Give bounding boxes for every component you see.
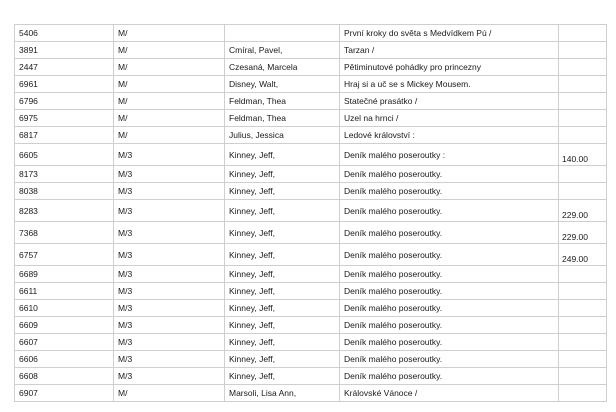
signature-cell: M/3 [114,300,225,317]
author-cell: Disney, Walt, [225,76,340,93]
code-cell: 8173 [15,166,114,183]
code-cell: 6689 [15,266,114,283]
title-cell: Deník malého poseroutky. [340,300,559,317]
price-cell [559,110,607,127]
signature-cell: M/3 [114,351,225,368]
table-row [15,166,607,183]
code-cell: 6605 [15,144,114,166]
signature-cell: M/ [114,93,225,110]
book-inventory-table [14,24,607,402]
title-cell: Deník malého poseroutky. [340,200,559,222]
code-cell: 6608 [15,368,114,385]
code-cell: 6961 [15,76,114,93]
code-cell: 3891 [15,42,114,59]
author-cell [225,25,340,42]
price-cell [559,300,607,317]
table-row [15,76,607,93]
price-cell [559,351,607,368]
signature-cell: M/ [114,76,225,93]
table-row [15,351,607,368]
signature-cell: M/3 [114,317,225,334]
code-cell: 6817 [15,127,114,144]
signature-cell: M/ [114,25,225,42]
signature-cell: M/ [114,42,225,59]
code-cell: 6609 [15,317,114,334]
price-cell [559,166,607,183]
author-cell: Marsoli, Lisa Ann, [225,385,340,402]
table-row [15,127,607,144]
signature-cell: M/3 [114,222,225,244]
author-cell: Kinney, Jeff, [225,334,340,351]
table-row [15,42,607,59]
title-cell: Ledové království : [340,127,559,144]
price-cell [559,385,607,402]
price-cell [559,183,607,200]
code-cell: 8038 [15,183,114,200]
title-cell: Uzel na hrnci / [340,110,559,127]
table-row [15,244,607,266]
author-cell: Czesaná, Marcela [225,59,340,76]
title-cell: První kroky do světa s Medvídkem Pú / [340,25,559,42]
price-cell [559,59,607,76]
author-cell: Kinney, Jeff, [225,183,340,200]
title-cell: Deník malého poseroutky. [340,244,559,266]
code-cell: 5406 [15,25,114,42]
author-cell: Kinney, Jeff, [225,317,340,334]
table-row [15,93,607,110]
table-row [15,144,607,166]
price-cell: 229.00 [559,200,607,222]
table-row [15,385,607,402]
author-cell: Kinney, Jeff, [225,222,340,244]
price-cell [559,283,607,300]
code-cell: 6796 [15,93,114,110]
title-cell: Královské Vánoce / [340,385,559,402]
author-cell: Kinney, Jeff, [225,283,340,300]
signature-cell: M/3 [114,200,225,222]
price-cell [559,42,607,59]
title-cell: Deník malého poseroutky. [340,334,559,351]
title-cell: Deník malého poseroutky : [340,144,559,166]
title-cell: Deník malého poseroutky. [340,283,559,300]
price-cell [559,368,607,385]
signature-cell: M/3 [114,334,225,351]
table-row [15,200,607,222]
price-cell: 229.00 [559,222,607,244]
signature-cell: M/3 [114,283,225,300]
price-cell [559,25,607,42]
author-cell: Kinney, Jeff, [225,200,340,222]
price-cell: 249.00 [559,244,607,266]
price-cell [559,317,607,334]
signature-cell: M/3 [114,166,225,183]
signature-cell: M/3 [114,144,225,166]
signature-cell: M/3 [114,266,225,283]
author-cell: Julius, Jessica [225,127,340,144]
code-cell: 2447 [15,59,114,76]
author-cell: Kinney, Jeff, [225,166,340,183]
signature-cell: M/ [114,385,225,402]
title-cell: Deník malého poseroutky. [340,183,559,200]
table-row [15,110,607,127]
author-cell: Kinney, Jeff, [225,266,340,283]
title-cell: Deník malého poseroutky. [340,317,559,334]
table-row [15,222,607,244]
author-cell: Kinney, Jeff, [225,351,340,368]
price-cell [559,93,607,110]
signature-cell: M/ [114,110,225,127]
table-row [15,266,607,283]
signature-cell: M/3 [114,183,225,200]
title-cell: Statečné prasátko / [340,93,559,110]
code-cell: 6975 [15,110,114,127]
table-row [15,300,607,317]
signature-cell: M/3 [114,368,225,385]
table-body [15,25,607,402]
table-row [15,368,607,385]
price-cell [559,76,607,93]
table-row [15,334,607,351]
table-row [15,283,607,300]
signature-cell: M/ [114,127,225,144]
signature-cell: M/ [114,59,225,76]
table-row [15,317,607,334]
title-cell: Pětiminutové pohádky pro princezny [340,59,559,76]
title-cell: Deník malého poseroutky. [340,222,559,244]
price-cell [559,266,607,283]
title-cell: Hraj si a uč se s Mickey Mousem. [340,76,559,93]
author-cell: Kinney, Jeff, [225,368,340,385]
title-cell: Tarzan / [340,42,559,59]
code-cell: 8283 [15,200,114,222]
price-cell [559,334,607,351]
code-cell: 6610 [15,300,114,317]
code-cell: 7368 [15,222,114,244]
price-cell: 140.00 [559,144,607,166]
code-cell: 6607 [15,334,114,351]
table-row [15,59,607,76]
table-row [15,25,607,42]
title-cell: Deník malého poseroutky. [340,351,559,368]
title-cell: Deník malého poseroutky. [340,166,559,183]
code-cell: 6606 [15,351,114,368]
author-cell: Feldman, Thea [225,93,340,110]
title-cell: Deník malého poseroutky. [340,266,559,283]
author-cell: Kinney, Jeff, [225,144,340,166]
code-cell: 6611 [15,283,114,300]
price-cell [559,127,607,144]
signature-cell: M/3 [114,244,225,266]
code-cell: 6757 [15,244,114,266]
code-cell: 6907 [15,385,114,402]
title-cell: Deník malého poseroutky. [340,368,559,385]
author-cell: Feldman, Thea [225,110,340,127]
author-cell: Kinney, Jeff, [225,300,340,317]
table-row [15,183,607,200]
author-cell: Cmíral, Pavel, [225,42,340,59]
author-cell: Kinney, Jeff, [225,244,340,266]
page-cutoff [0,408,616,412]
